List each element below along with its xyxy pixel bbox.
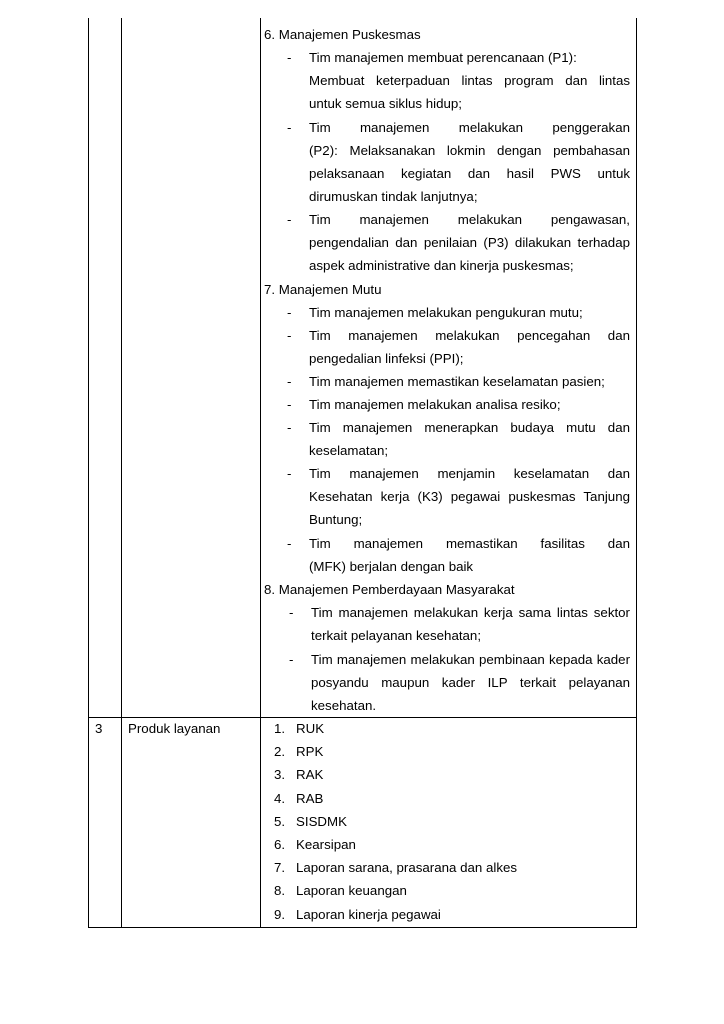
- table-border-col1: [121, 18, 122, 928]
- section-6-bullet-2-line-4: dirumuskan tindak lanjutnya;: [309, 189, 478, 204]
- section-7-bullet-3-line-1: Tim manajemen memastikan keselamatan pasien;: [309, 374, 605, 389]
- product-item-number: 8.: [274, 883, 286, 898]
- section-7-bullet-2-line-2: pengedalian linfeksi (PPI);: [309, 351, 464, 366]
- table-border-col2: [260, 18, 261, 928]
- section-6-bullet-1-line-3: untuk semua siklus hidup;: [309, 96, 462, 111]
- product-item-number: 2.: [274, 744, 286, 759]
- product-item: Laporan kinerja pegawai: [296, 907, 441, 922]
- section-7-bullet-6-line-2: Kesehatan kerja (K3) pegawai puskesmas Tanjung: [309, 489, 630, 504]
- row-label: Produk layanan: [128, 721, 221, 736]
- table-border-right: [636, 18, 637, 928]
- product-item-number: 4.: [274, 791, 286, 806]
- product-item: RAK: [296, 767, 324, 782]
- table-border-bottom: [88, 927, 637, 928]
- section-6-bullet-1-line-1: Tim manajemen membuat perencanaan (P1):: [309, 50, 577, 65]
- section-7-bullet-5-line-1: Tim manajemen menerapkan budaya mutu dan: [309, 420, 630, 435]
- dash: -: [287, 50, 292, 65]
- section-8-bullet-1-line-1: Tim manajemen melakukan kerja sama lintas sektor: [311, 605, 630, 620]
- section-6-bullet-2-line-3: pelaksanaan kegiatan dan hasil PWS untuk: [309, 166, 630, 181]
- product-item: Kearsipan: [296, 837, 356, 852]
- product-item: Laporan keuangan: [296, 883, 407, 898]
- table-row-divider: [88, 717, 637, 718]
- dash: -: [287, 374, 292, 389]
- product-item-number: 1.: [274, 721, 286, 736]
- section-8-heading: 8. Manajemen Pemberdayaan Masyarakat: [264, 582, 515, 597]
- section-7-bullet-1-line-1: Tim manajemen melakukan pengukuran mutu;: [309, 305, 583, 320]
- section-6-bullet-3-line-2: pengendalian dan penilaian (P3) dilakukan terhadap: [309, 235, 630, 250]
- section-7-bullet-2-line-1: Tim manajemen melakukan pencegahan dan: [309, 328, 630, 343]
- dash: -: [287, 536, 292, 551]
- dash: -: [287, 466, 292, 481]
- product-item: SISDMK: [296, 814, 347, 829]
- section-6-bullet-3-line-1: Tim manajemen melakukan pengawasan,: [309, 212, 630, 227]
- row-number: 3: [95, 721, 103, 736]
- section-7-bullet-6-line-3: Buntung;: [309, 512, 363, 527]
- product-item: Laporan sarana, prasarana dan alkes: [296, 860, 518, 875]
- section-7-bullet-5-line-2: keselamatan;: [309, 443, 389, 458]
- section-6-heading: 6. Manajemen Puskesmas: [264, 27, 421, 42]
- dash: -: [289, 605, 294, 620]
- product-item-number: 6.: [274, 837, 286, 852]
- section-8-bullet-2-line-2: posyandu maupun kader ILP terkait pelayanan: [311, 675, 630, 690]
- dash: -: [287, 212, 292, 227]
- section-6-bullet-1-line-2: Membuat keterpaduan lintas program dan lintas: [309, 73, 630, 88]
- section-8-bullet-2-line-1: Tim manajemen melakukan pembinaan kepada kader: [311, 652, 630, 667]
- section-7-bullet-6-line-1: Tim manajemen menjamin keselamatan dan: [309, 466, 630, 481]
- dash: -: [287, 420, 292, 435]
- dash: -: [287, 328, 292, 343]
- dash: -: [287, 397, 292, 412]
- dash: -: [287, 305, 292, 320]
- product-item: RUK: [296, 721, 325, 736]
- section-7-bullet-7-line-1: Tim manajemen memastikan fasilitas dan: [309, 536, 630, 551]
- product-item-number: 7.: [274, 860, 286, 875]
- section-7-bullet-7-line-2: (MFK) berjalan dengan baik: [309, 559, 474, 574]
- product-item: RPK: [296, 744, 324, 759]
- dash: -: [289, 652, 294, 667]
- section-7-bullet-4-line-1: Tim manajemen melakukan analisa resiko;: [309, 397, 561, 412]
- section-6-bullet-3-line-3: aspek administrative dan kinerja puskesmas;: [309, 258, 574, 273]
- section-8-bullet-2-line-3: kesehatan.: [311, 698, 377, 713]
- section-6-bullet-2-line-2: (P2): Melaksanakan lokmin dengan pembahasan: [309, 143, 630, 158]
- product-item-number: 5.: [274, 814, 286, 829]
- product-item-number: 3.: [274, 767, 286, 782]
- section-6-bullet-2-line-1: Tim manajemen melakukan penggerakan: [309, 120, 630, 135]
- product-item: RAB: [296, 791, 324, 806]
- table-border-left: [88, 18, 89, 928]
- section-7-heading: 7. Manajemen Mutu: [264, 282, 382, 297]
- dash: -: [287, 120, 292, 135]
- section-8-bullet-1-line-2: terkait pelayanan kesehatan;: [311, 628, 482, 643]
- product-item-number: 9.: [274, 907, 286, 922]
